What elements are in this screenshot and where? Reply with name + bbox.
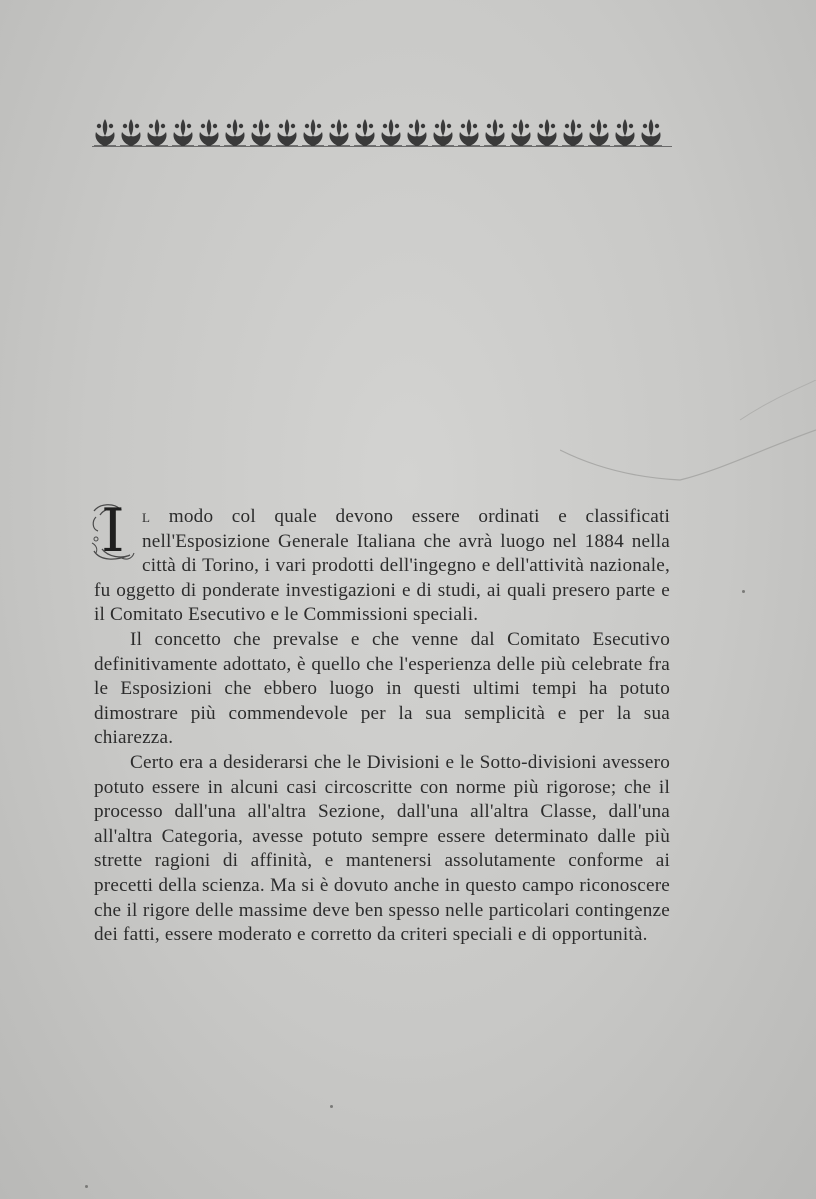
paper-speck <box>85 1185 88 1188</box>
ornament-rule <box>92 146 672 147</box>
paragraph-3: Certo era a desiderarsi che le Divisioni e le Sotto-divisioni avessero potuto essere in alcuni casi circoscritte con norme più rigorose; che il processo dall'una all'altra Sezione, dall'una all'altra Classe, dall'una all'altra Categoria, avesse potuto sempre essere determinato dalle più strette ragioni di affinità, e mantenersi assolutamente conforme ai precetti della scienza. Ma si è dovuto anche in questo campo riconoscere che il rigore delle massime deve ben spesso nelle particolari contingenze dei fatti, essere moderato e corretto da criteri speciali e di opportunità. <box>94 751 670 946</box>
body-text <box>94 496 670 948</box>
decorated-initial <box>90 496 136 566</box>
paragraph-1 <box>94 496 670 628</box>
first-word-rest: l <box>142 506 151 527</box>
paper-crease <box>560 380 816 490</box>
paper-speck <box>330 1105 333 1108</box>
paragraph-2: Il concetto che prevalse e che venne dal Comitato Esecutivo definitivamente adottato, è quello che l'esperienza delle più celebrate fra le Esposizioni che ebbero luogo in questi ultimi tempi ha potuto dimostrare più commendevole per la sua semplicità e per la sua chiarezza. <box>94 628 670 749</box>
paragraph-1-text: modo col quale devono essere ordinati e classificati nell'Esposizione Generale Italiana che avrà luogo nel 1884 nella città di Torino, i vari prodotti dell'ingegno e dell'attività nazionale, fu oggetto di ponderate investigazioni e di studi, ai quali presero parte e il Comitato Esecutivo e le Commissioni speciali. <box>94 506 670 626</box>
dropcap-letter: I <box>101 496 125 566</box>
paper-speck <box>742 590 745 593</box>
